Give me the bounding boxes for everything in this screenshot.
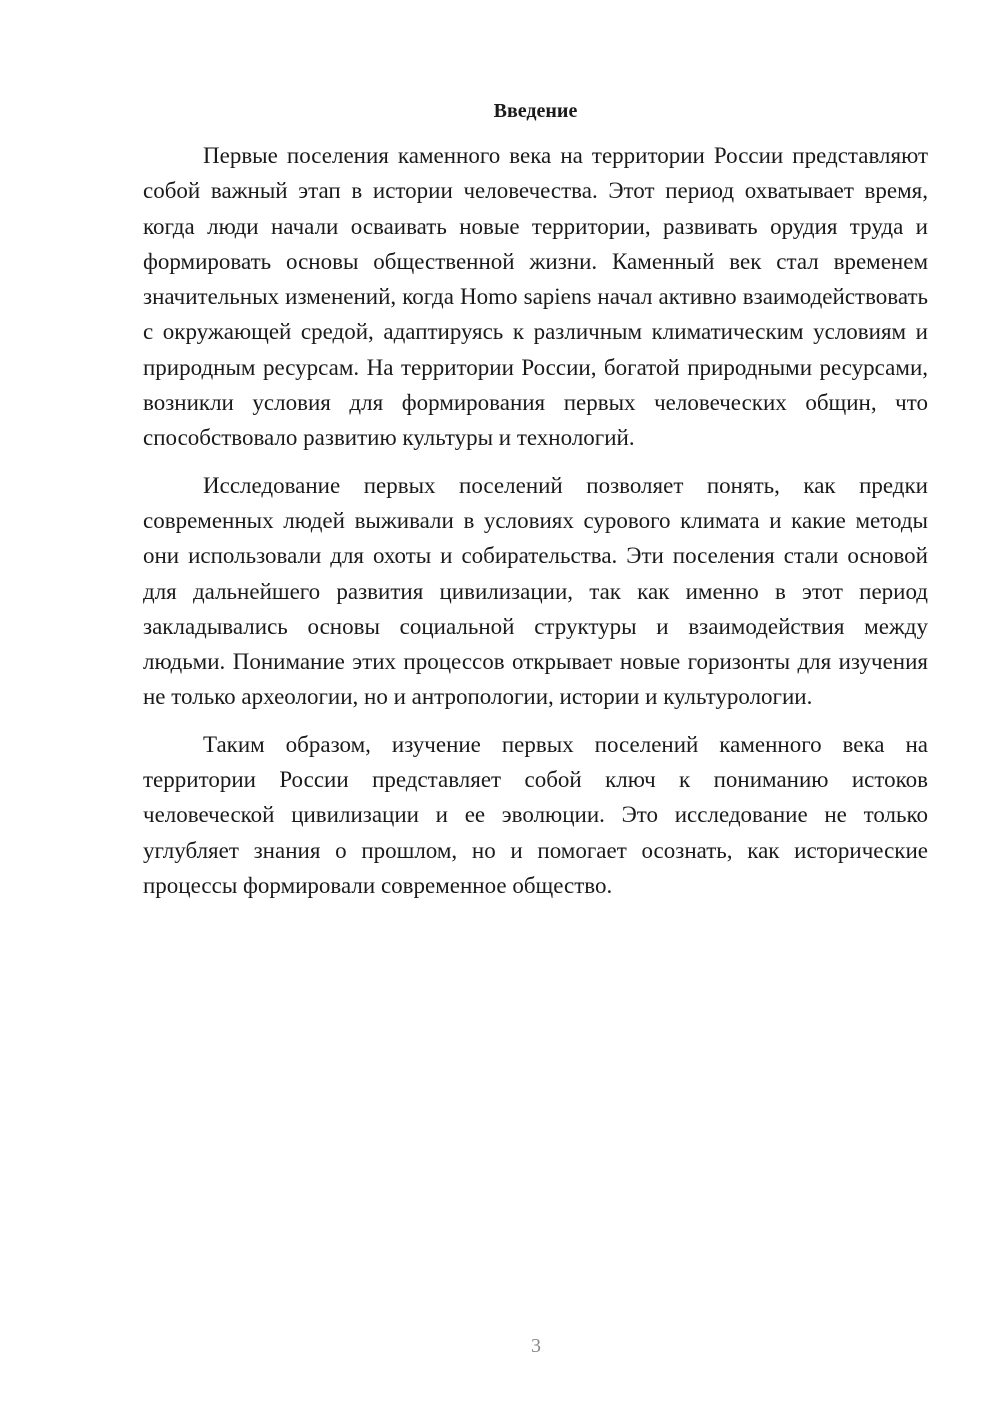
- paragraph-3: Таким образом, изучение первых поселений каменного века на территории России представляет собой ключ к пониманию истоков человеческой цивилизации и ее эволюции. Это исследование не только углубляет знания о прошлом, но и помогает осознать, как исторические процессы формировали современное общество.: [143, 731, 928, 898]
- section-heading: Введение: [493, 100, 578, 122]
- paragraph-2: Исследование первых поселений позволяет понять, как предки современных людей выживали в условиях сурового климата и какие методы они использовали для охоты и собирательства. Эти поселения стали основой для дальнейшего развития цивилизации, так как именно в этот период закладывались основы социальной структуры и взаимодействия между людьми. Понимание этих процессов открывает новые горизонты для изучения не только археологии, но и антропологии, истории и культурологии.: [143, 472, 928, 710]
- paragraph-1: Первые поселения каменного века на территории России представляют собой важный этап в истории человечества. Этот период охватывает время, когда люди начали осваивать новые территории, развивать орудия труда и формировать основы общественной жизни. Каменный век стал временем значительных изменений, когда Homo sapiens начал активно взаимодействовать с окружающей средой, адаптируясь к различным климатическим условиям и природным ресурсам. На территории России, богатой природными ресурсами, возникли условия для формирования первых человеческих общин, что способствовало развитию культуры и технологий.: [143, 143, 928, 451]
- page-content: [143, 96, 928, 915]
- page-number: 3: [531, 1335, 541, 1357]
